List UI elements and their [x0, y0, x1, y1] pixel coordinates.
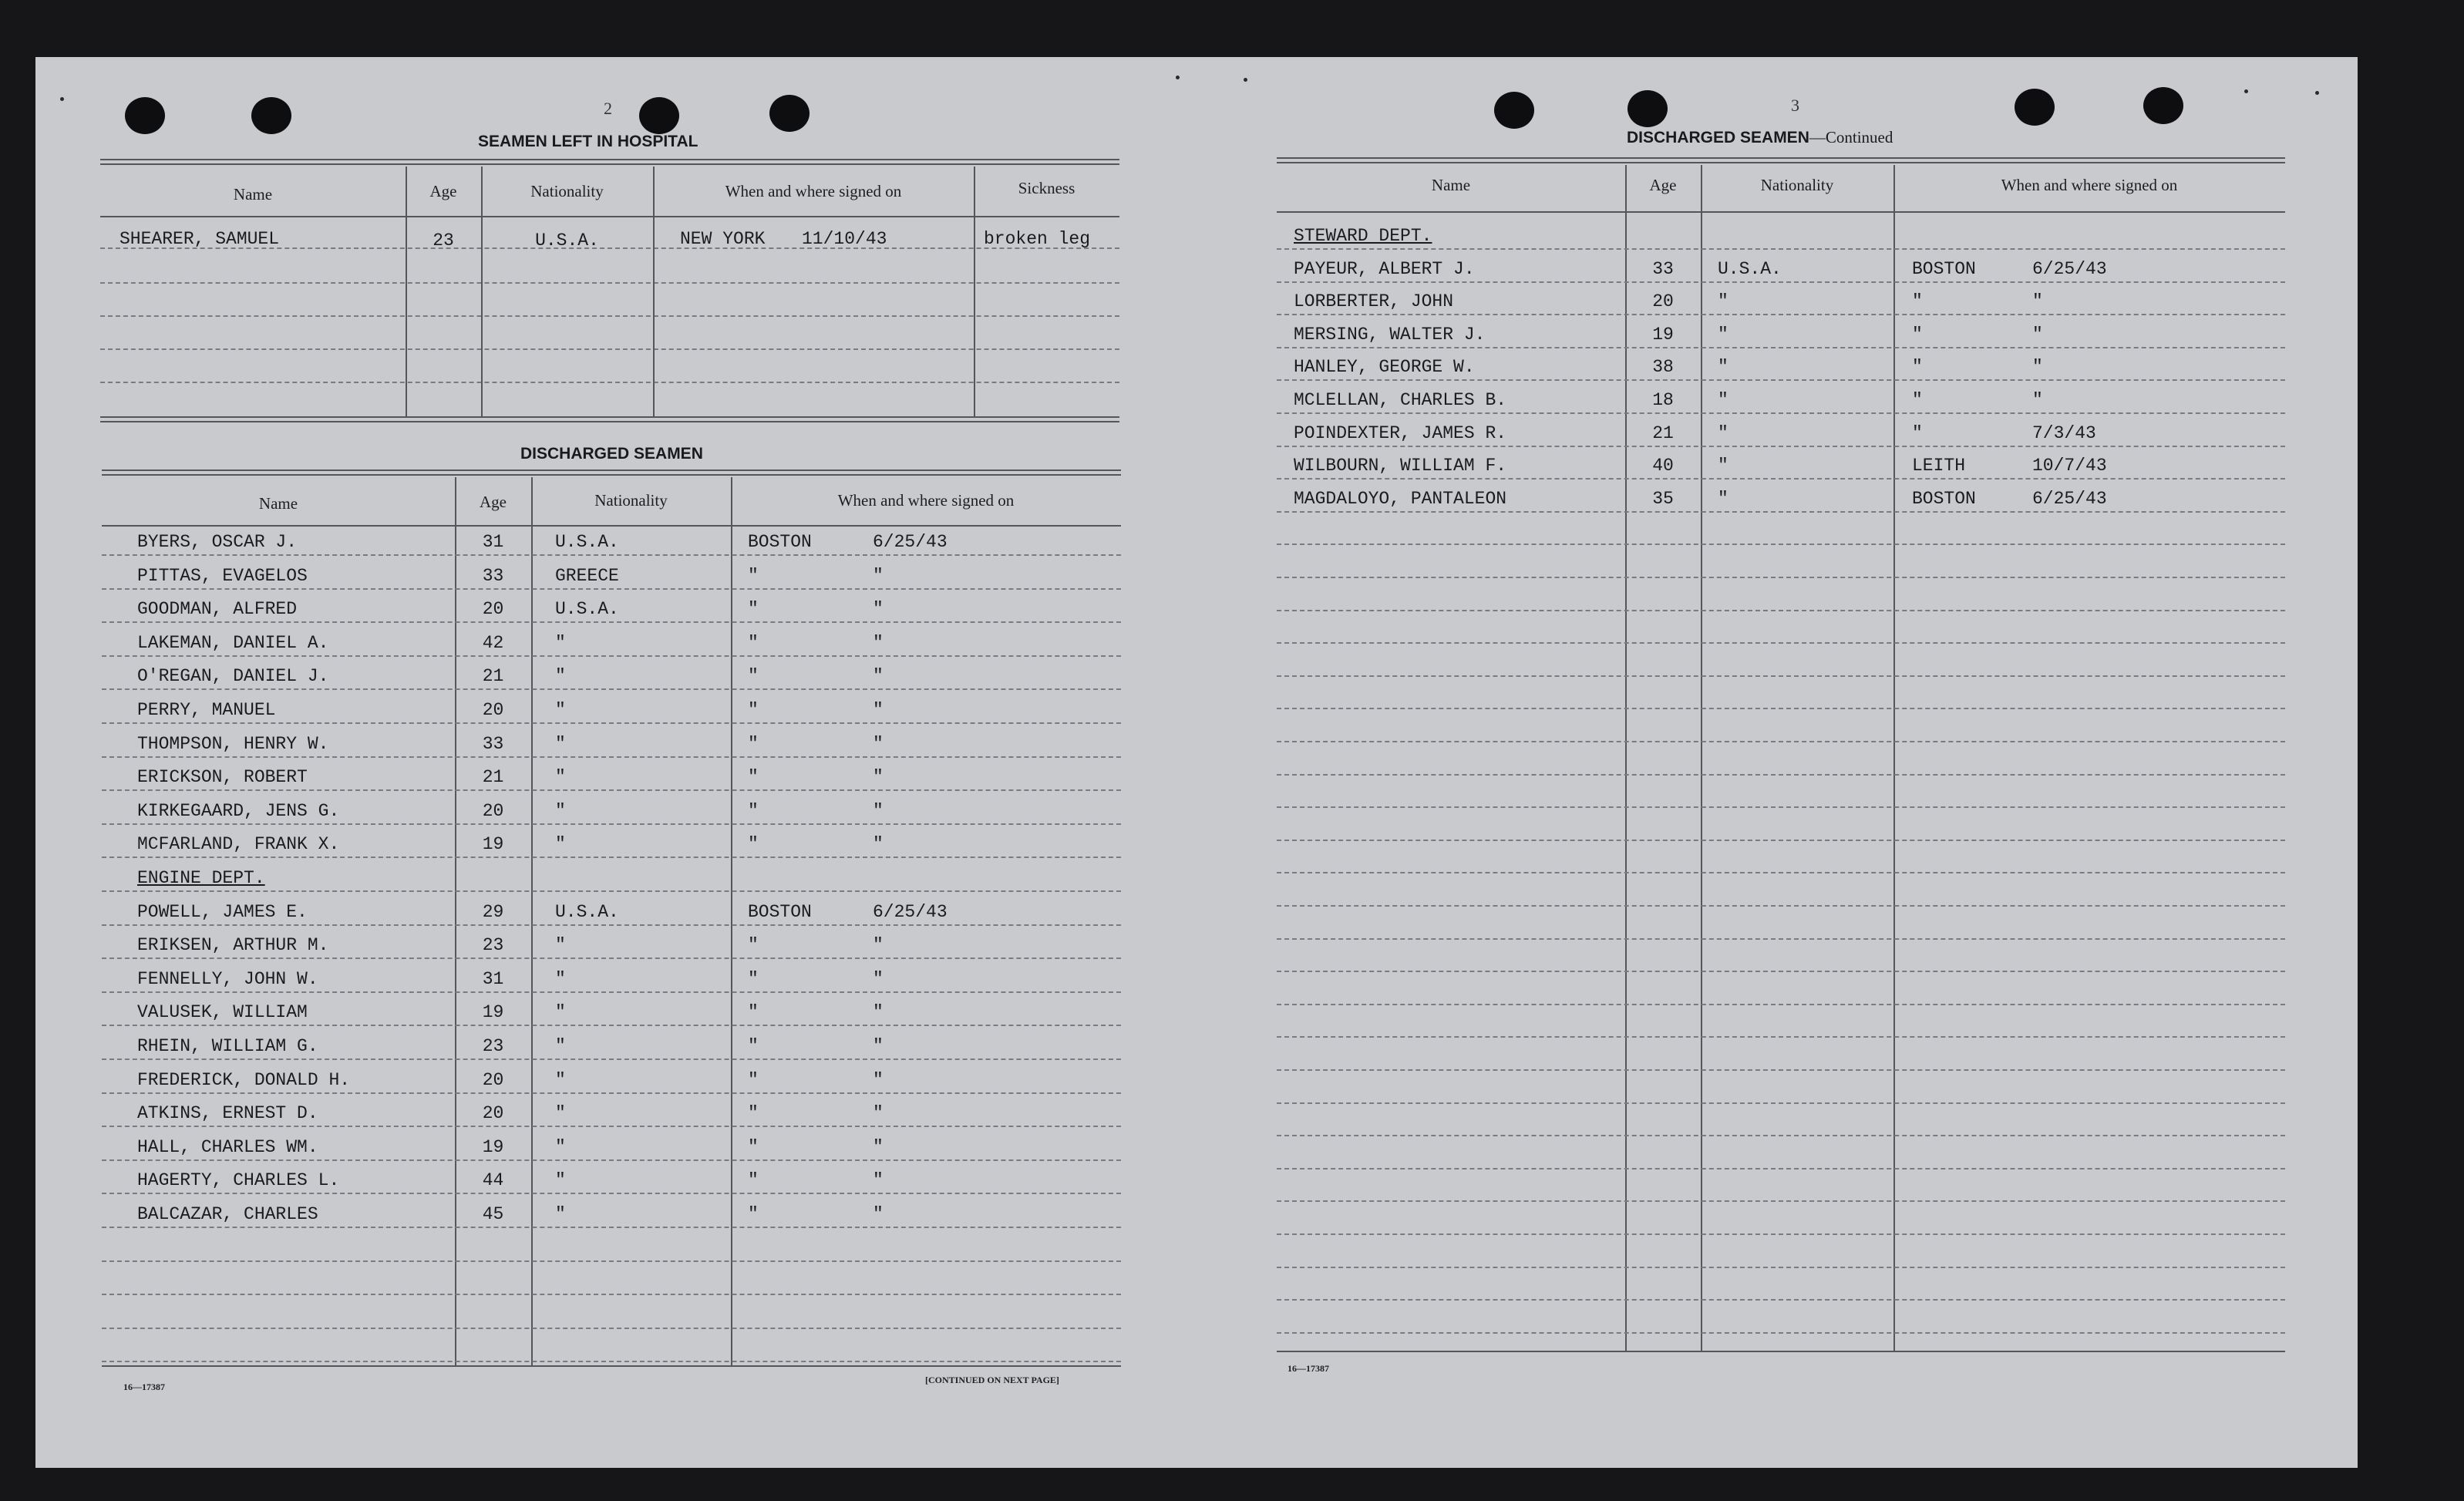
seaman-name: PAYEUR, ALBERT J. [1294, 258, 1475, 279]
seaman-age: 20 [482, 700, 504, 720]
row-rule [1277, 1299, 2285, 1301]
signed-on-date: " [873, 666, 884, 687]
seaman-name: VALUSEK, WILLIAM [137, 1002, 308, 1023]
signed-on-place: " [748, 767, 759, 788]
seaman-nationality: " [555, 800, 566, 821]
seaman-age: 23 [482, 1036, 504, 1056]
seaman-name: WILBOURN, WILLIAM F. [1294, 456, 1507, 476]
signed-on-place: " [748, 1069, 759, 1090]
signed-on-place: BOSTON [748, 532, 812, 552]
row-rule [102, 1294, 1121, 1295]
page-number-right: 3 [1791, 96, 1799, 115]
seaman-name: RHEIN, WILLIAM G. [137, 1036, 318, 1056]
signed-on-place: " [748, 1103, 759, 1124]
seaman-nationality: " [555, 834, 566, 855]
signed-on-place: BOSTON [748, 901, 812, 922]
signed-on-date: " [873, 632, 884, 653]
row-rule [102, 1361, 1121, 1362]
speck [1176, 76, 1180, 79]
seaman-name: MCFARLAND, FRANK X. [137, 834, 340, 855]
row-rule [102, 1193, 1121, 1194]
seaman-name: POWELL, JAMES E. [137, 901, 308, 922]
signed-on-place: " [748, 834, 759, 855]
seaman-nationality: GREECE [555, 565, 619, 586]
seaman-name: PITTAS, EVAGELOS [137, 565, 308, 586]
row-rule [1277, 708, 2285, 709]
row-rule [1277, 1004, 2285, 1005]
punch-hole [2143, 87, 2183, 124]
seaman-name: KIRKEGAARD, JENS G. [137, 800, 340, 821]
header-age: Age [1649, 176, 1677, 194]
row-rule [102, 554, 1121, 556]
row-rule [1277, 971, 2285, 972]
row-rule [102, 1227, 1121, 1228]
signed-on-date: 6/25/43 [873, 901, 948, 922]
row-rule [1277, 806, 2285, 808]
seaman-nationality: " [555, 1069, 566, 1090]
seaman-age: 20 [482, 800, 504, 821]
seaman-age: 31 [482, 968, 504, 989]
seaman-age: 35 [1652, 488, 1674, 509]
signed-on-date: " [873, 1204, 884, 1224]
discharged-continued-table [1277, 157, 2285, 1355]
row-rule [1277, 577, 2285, 578]
seaman-age: 20 [482, 1069, 504, 1090]
row-rule [102, 924, 1121, 926]
header-nationality: Nationality [594, 491, 668, 510]
seaman-age: 20 [482, 599, 504, 620]
signed-on-place: " [748, 800, 759, 821]
row-rule [102, 890, 1121, 892]
seaman-name: ERIKSEN, ARTHUR M. [137, 935, 329, 956]
row-rule [1277, 905, 2285, 907]
header-signed-on: When and where signed on [2001, 176, 2178, 194]
punch-hole [251, 97, 291, 134]
seaman-age: 33 [482, 733, 504, 754]
row-rule [1277, 314, 2285, 315]
header-name: Name [258, 494, 298, 513]
row-rule [1277, 840, 2285, 841]
header-age: Age [429, 182, 457, 200]
signed-on-date: " [2032, 291, 2043, 312]
seaman-name: HAGERTY, CHARLES L. [137, 1170, 340, 1191]
row-rule [1277, 610, 2285, 611]
row-rule [102, 957, 1121, 959]
punch-hole [639, 97, 679, 134]
seaman-name: LORBERTER, JOHN [1294, 291, 1454, 312]
signed-on-date: " [873, 1002, 884, 1023]
seaman-age: 31 [482, 532, 504, 552]
header-sickness: Sickness [1018, 179, 1075, 197]
seaman-name: BYERS, OSCAR J. [137, 532, 298, 552]
row-rule [1277, 1036, 2285, 1038]
row-rule [102, 588, 1121, 590]
header-age: Age [480, 493, 507, 511]
signed-on-date: " [873, 1103, 884, 1124]
seaman-age: 19 [482, 1002, 504, 1023]
row-rule [102, 722, 1121, 724]
continued-note: [CONTINUED ON NEXT PAGE] [925, 1375, 1059, 1385]
signed-on-place: " [748, 935, 759, 956]
row-rule [102, 1260, 1121, 1262]
row-rule [1277, 1168, 2285, 1170]
signed-on-place: " [1912, 357, 1923, 378]
signed-on-place: LEITH [1912, 456, 1966, 476]
header-signed-on: When and where signed on [725, 182, 902, 200]
signed-on-date: 7/3/43 [2032, 422, 2096, 443]
signed-on-date: " [873, 800, 884, 821]
header-name: Name [233, 185, 273, 204]
row-rule [1277, 281, 2285, 283]
row-rule [102, 1159, 1121, 1161]
seaman-name: FENNELLY, JOHN W. [137, 968, 318, 989]
speck [2315, 91, 2319, 95]
signed-on-date: " [873, 767, 884, 788]
seaman-name: MERSING, WALTER J. [1294, 324, 1486, 345]
seaman-age: 19 [482, 834, 504, 855]
signed-on-date: " [873, 1170, 884, 1191]
row-rule [1277, 1069, 2285, 1071]
signed-on-place: " [748, 632, 759, 653]
signed-on-date: " [873, 700, 884, 720]
signed-on-place: " [748, 700, 759, 720]
row-rule [1277, 675, 2285, 677]
hospital-row-place: NEW YORK [680, 229, 766, 249]
row-rule [102, 756, 1121, 758]
row-rule [102, 1328, 1121, 1329]
header-nationality: Nationality [530, 182, 604, 200]
row-rule [1277, 478, 2285, 480]
signed-on-date: " [873, 733, 884, 754]
seaman-name: THOMPSON, HENRY W. [137, 733, 329, 754]
seaman-nationality: " [555, 733, 566, 754]
seaman-name: BALCAZAR, CHARLES [137, 1204, 318, 1224]
row-rule [1277, 1200, 2285, 1202]
hospital-row-name: SHEARER, SAMUEL [119, 229, 280, 249]
header-signed-on: When and where signed on [837, 491, 1015, 510]
signed-on-place: " [748, 733, 759, 754]
seaman-nationality: " [1718, 324, 1729, 345]
signed-on-date: " [873, 565, 884, 586]
speck [2244, 89, 2248, 93]
seaman-name: ERICKSON, ROBERT [137, 767, 308, 788]
seaman-nationality: " [555, 1002, 566, 1023]
row-rule [1277, 379, 2285, 381]
hospital-title: SEAMEN LEFT IN HOSPITAL [478, 133, 698, 150]
punch-hole [1494, 92, 1534, 129]
seaman-name: ATKINS, ERNEST D. [137, 1103, 318, 1124]
seaman-name: HALL, CHARLES WM. [137, 1136, 318, 1157]
seaman-nationality: " [555, 666, 566, 687]
row-rule [102, 789, 1121, 791]
signed-on-place: " [748, 599, 759, 620]
seaman-nationality: " [555, 935, 566, 956]
seaman-age: 20 [482, 1103, 504, 1124]
signed-on-place: " [1912, 422, 1923, 443]
row-rule [102, 621, 1121, 623]
seaman-age: 19 [1652, 324, 1674, 345]
signed-on-date: " [873, 599, 884, 620]
seaman-nationality: U.S.A. [555, 532, 619, 552]
signed-on-place: " [748, 1204, 759, 1224]
seaman-name: PERRY, MANUEL [137, 700, 276, 720]
signed-on-date: " [873, 1136, 884, 1157]
row-rule [1277, 544, 2285, 545]
header-nationality: Nationality [1760, 176, 1834, 194]
signed-on-place: " [1912, 324, 1923, 345]
seaman-nationality: U.S.A. [555, 599, 619, 620]
discharged-title: DISCHARGED SEAMEN [520, 445, 703, 463]
signed-on-place: " [748, 1036, 759, 1056]
row-rule [102, 991, 1121, 993]
seaman-age: 44 [482, 1170, 504, 1191]
row-rule [1277, 446, 2285, 447]
seaman-nationality: " [1718, 488, 1729, 509]
seaman-age: 33 [1652, 258, 1674, 279]
signed-on-place: " [748, 968, 759, 989]
seaman-name: GOODMAN, ALFRED [137, 599, 298, 620]
signed-on-place: " [748, 565, 759, 586]
signed-on-date: " [873, 1069, 884, 1090]
header-name: Name [1431, 176, 1471, 194]
signed-on-place: " [748, 1136, 759, 1157]
row-rule [102, 1126, 1121, 1127]
signed-on-place: " [748, 666, 759, 687]
signed-on-date: " [2032, 357, 2043, 378]
signed-on-place: BOSTON [1912, 488, 1976, 509]
form-number-right: 16—17387 [1288, 1363, 1329, 1374]
signed-on-date: 6/25/43 [2032, 488, 2107, 509]
row-rule [1277, 1267, 2285, 1268]
row-rule [1277, 872, 2285, 873]
speck [60, 97, 64, 101]
signed-on-place: " [748, 1002, 759, 1023]
seaman-age: 18 [1652, 390, 1674, 410]
seaman-age: 23 [482, 935, 504, 956]
row-rule [102, 823, 1121, 825]
row-rule [1277, 642, 2285, 644]
seaman-age: 19 [482, 1136, 504, 1157]
seaman-nationality: " [555, 1170, 566, 1191]
signed-on-date: " [2032, 390, 2043, 410]
title-main: DISCHARGED SEAMEN [1627, 129, 1809, 146]
seaman-name: MCLELLAN, CHARLES B. [1294, 390, 1507, 410]
hospital-table [100, 159, 1119, 426]
signed-on-place: BOSTON [1912, 258, 1976, 279]
seaman-age: 21 [482, 666, 504, 687]
row-rule [1277, 511, 2285, 513]
seaman-name: MAGDALOYO, PANTALEON [1294, 488, 1507, 509]
section-heading: ENGINE DEPT. [137, 868, 265, 888]
row-rule [102, 688, 1121, 690]
seaman-nationality: U.S.A. [555, 901, 619, 922]
discharged-table [102, 469, 1121, 1371]
punch-hole [125, 97, 165, 134]
seaman-nationality: " [1718, 456, 1729, 476]
signed-on-date: " [873, 1036, 884, 1056]
seaman-name: POINDEXTER, JAMES R. [1294, 422, 1507, 443]
hospital-row-sickness: broken leg [984, 229, 1091, 249]
punch-hole [769, 95, 810, 132]
seaman-nationality: " [555, 700, 566, 720]
seaman-nationality: " [555, 632, 566, 653]
signed-on-date: 6/25/43 [873, 532, 948, 552]
speck [1244, 78, 1247, 82]
seaman-nationality: " [1718, 291, 1729, 312]
seaman-nationality: " [555, 1136, 566, 1157]
seaman-name: FREDERICK, DONALD H. [137, 1069, 351, 1090]
seaman-nationality: " [1718, 422, 1729, 443]
row-rule [102, 1058, 1121, 1060]
signed-on-date: " [873, 935, 884, 956]
row-rule [1277, 938, 2285, 940]
seaman-nationality: " [555, 1103, 566, 1124]
signed-on-place: " [748, 1170, 759, 1191]
row-rule [102, 1025, 1121, 1026]
seaman-age: 21 [1652, 422, 1674, 443]
section-heading: STEWARD DEPT. [1294, 226, 1432, 246]
row-rule [102, 1092, 1121, 1094]
seaman-nationality: " [555, 1036, 566, 1056]
row-rule [1277, 774, 2285, 776]
seaman-age: 38 [1652, 357, 1674, 378]
discharged-continued-title [1627, 128, 1893, 147]
punch-hole [1628, 90, 1668, 127]
seaman-nationality: " [555, 767, 566, 788]
hospital-row-age: 23 [433, 231, 454, 251]
row-rule [1277, 412, 2285, 414]
signed-on-date: " [873, 834, 884, 855]
row-rule [1277, 741, 2285, 742]
punch-hole [2015, 89, 2055, 126]
signed-on-place: " [1912, 291, 1923, 312]
seaman-age: 29 [482, 901, 504, 922]
seaman-age: 45 [482, 1204, 504, 1224]
seaman-age: 21 [482, 767, 504, 788]
row-rule [1277, 1102, 2285, 1104]
row-rule [1277, 1233, 2285, 1235]
row-rule [1277, 1332, 2285, 1334]
seaman-nationality: " [555, 968, 566, 989]
seaman-nationality: " [555, 1204, 566, 1224]
seaman-name: LAKEMAN, DANIEL A. [137, 632, 329, 653]
row-rule [1277, 347, 2285, 348]
row-rule [1277, 1135, 2285, 1136]
signed-on-date: 6/25/43 [2032, 258, 2107, 279]
signed-on-date: " [873, 968, 884, 989]
hospital-row-nationality: U.S.A. [535, 231, 599, 251]
signed-on-place: " [1912, 390, 1923, 410]
seaman-age: 20 [1652, 291, 1674, 312]
signed-on-date: " [2032, 324, 2043, 345]
page-number-left: 2 [604, 99, 612, 118]
row-rule [1277, 248, 2285, 250]
seaman-age: 33 [482, 565, 504, 586]
row-rule [102, 857, 1121, 858]
hospital-row-date: 11/10/43 [802, 229, 887, 249]
form-number: 16—17387 [123, 1382, 165, 1392]
seaman-name: HANLEY, GEORGE W. [1294, 357, 1475, 378]
seaman-nationality: " [1718, 357, 1729, 378]
title-suffix: —Continued [1809, 128, 1893, 146]
seaman-nationality: U.S.A. [1718, 258, 1782, 279]
seaman-nationality: " [1718, 390, 1729, 410]
seaman-age: 42 [482, 632, 504, 653]
seaman-name: O'REGAN, DANIEL J. [137, 666, 329, 687]
seaman-age: 40 [1652, 456, 1674, 476]
row-rule [102, 655, 1121, 657]
signed-on-date: 10/7/43 [2032, 456, 2107, 476]
